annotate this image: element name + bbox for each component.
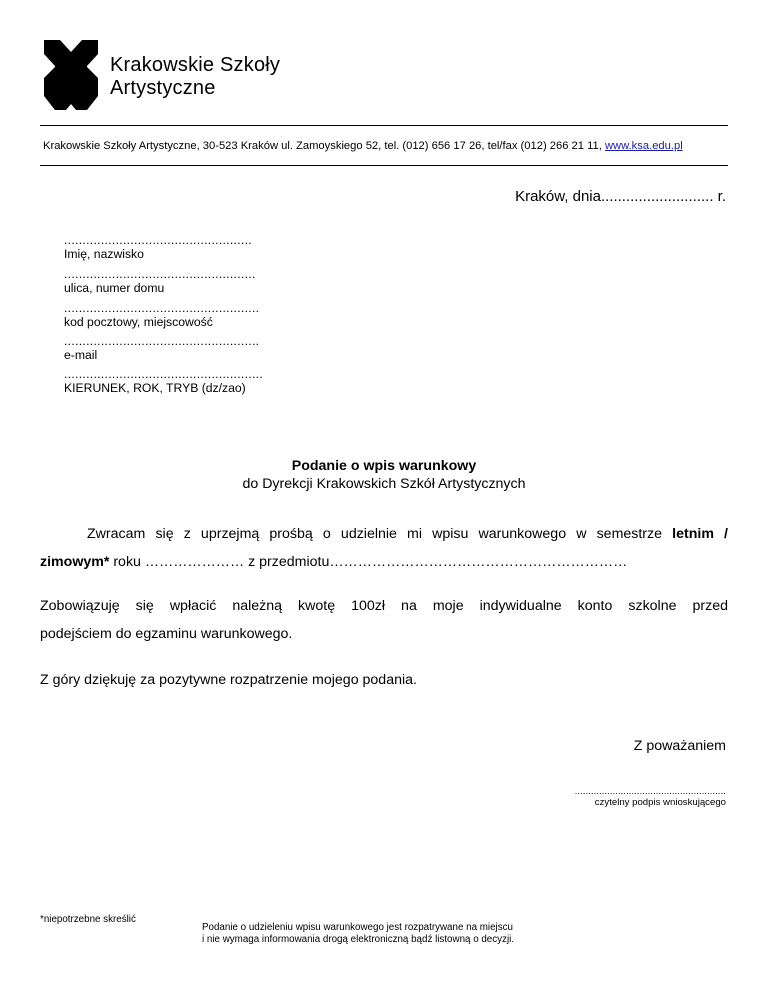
header-divider-top [40,125,728,126]
header-divider-bottom [40,165,728,166]
field-course-dots[interactable]: ...................................................... [64,367,264,381]
field-course[interactable] [64,367,263,395]
field-street-dots[interactable]: .................................................... [64,267,256,281]
semester-winter-option[interactable]: zimowym* [40,554,110,570]
field-postal[interactable] [64,301,259,329]
request-line-2 [40,548,728,576]
document-title: Podanie o wpis warunkowy [291,458,477,474]
field-name[interactable] [64,233,252,261]
footer-note [202,922,514,946]
field-name-label: Imię, nazwisko [64,247,144,261]
field-street-label: ulica, numer domu [64,281,165,295]
footnote: *niepotrzebne skreślić [40,914,136,925]
request-paragraph [40,520,728,576]
school-logo-text [110,54,280,100]
request-text: Zwracam się z uprzejmą prośbą o udzielnie mi wpisu warunkowego w semestrze [87,526,673,542]
payment-line-2: podejściem do egzaminu warunkowego. [40,626,293,642]
header-address [43,140,683,152]
address-text: Krakowskie Szkoły Artystyczne, 30-523 Kraków ul. Zamoyskiego 52, tel. (012) 656 17 26, tel/fax (012) 266 21 11, [43,140,602,152]
date-line[interactable]: Kraków, dnia........................... r. [515,188,726,205]
payment-paragraph [40,592,728,648]
document-subtitle: do Dyrekcji Krakowskich Szkół Artystycznych [242,476,526,492]
field-postal-dots[interactable]: ..................................................... [64,301,260,315]
closing-regards: Z poważaniem [633,738,726,754]
field-name-dots[interactable]: ................................................... [64,233,252,247]
footer-note-line-2: i nie wymaga informowania drogą elektroniczną bądź listowną o decyzji. [202,934,515,945]
school-logo-icon [40,40,102,110]
field-course-label: KIERUNEK, ROK, TRYB (dz/zao) [64,381,246,395]
logo-line-1: Krakowskie Szkoły [110,54,281,76]
signature-dots[interactable]: ........................................................ [574,786,726,796]
year-subject-text[interactable]: roku ………………… z przedmiotu……………………………………………………… [109,554,628,570]
logo-line-2: Artystyczne [110,77,216,99]
request-line-1 [40,520,728,548]
signature-label: czytelny podpis wnioskującego [594,797,726,808]
payment-line-1: Zobowiązuję się wpłacić należną kwotę 100zł na moje indywidualne konto szkolne przed [40,598,728,614]
field-street[interactable] [64,267,256,295]
field-postal-label: kod pocztowy, miejscowość [64,315,213,329]
field-email[interactable] [64,334,259,362]
field-email-dots[interactable]: ..................................................... [64,334,260,348]
website-link[interactable]: www.ksa.edu.pl [604,140,683,152]
semester-summer-option[interactable]: letnim / [672,526,729,542]
thanks-paragraph: Z góry dziękuję za pozytywne rozpatrzenie mojego podania. [40,672,417,688]
footer-note-line-1: Podanie o udzieleniu wpisu warunkowego jest rozpatrywane na miejscu [202,922,513,933]
field-email-label: e-mail [64,348,98,362]
